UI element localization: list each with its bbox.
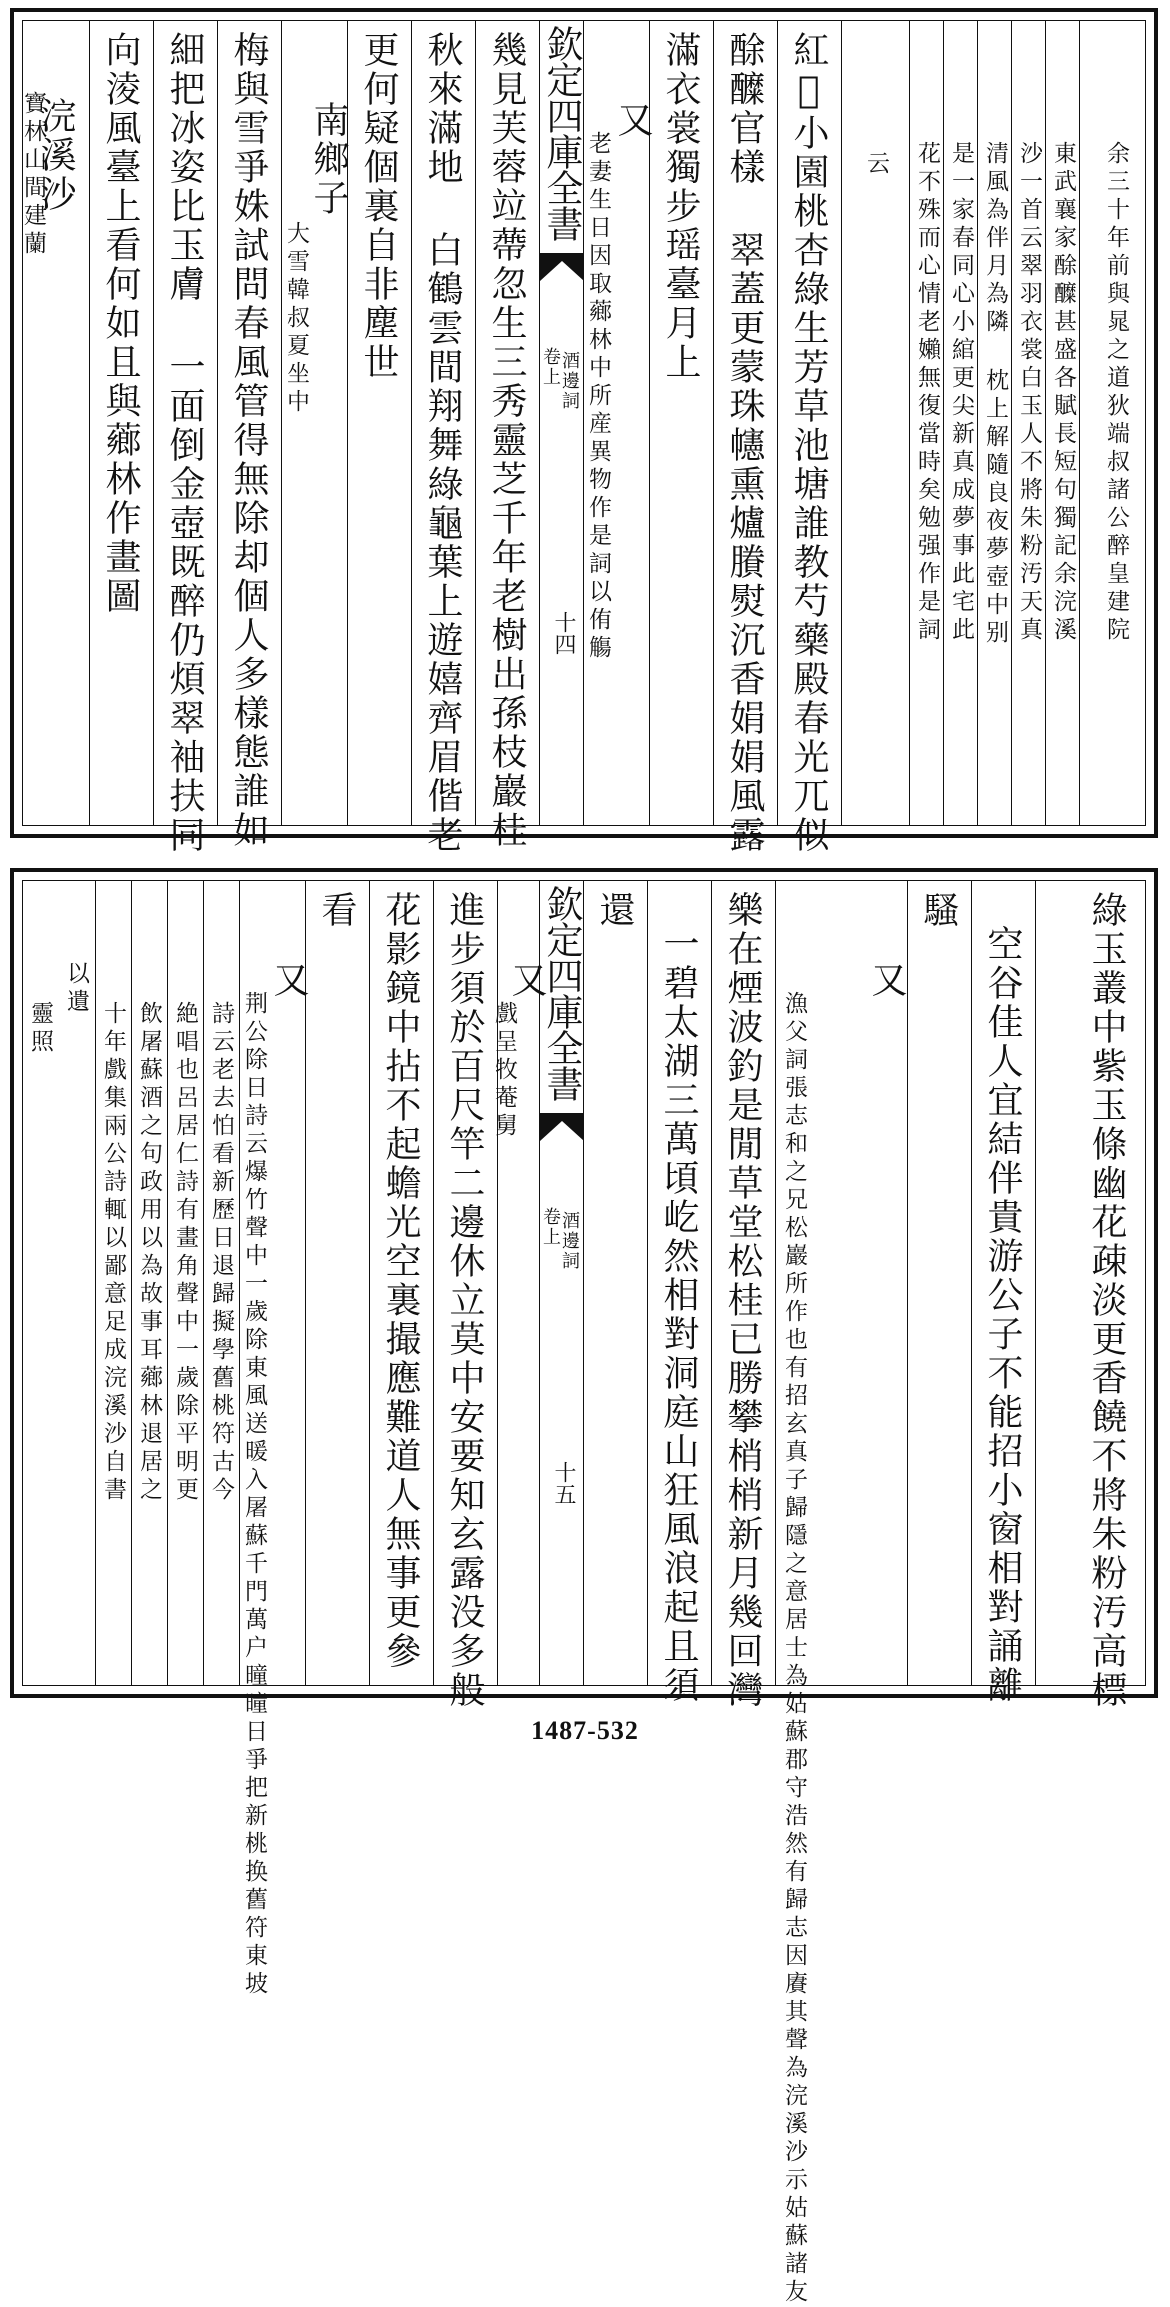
- bot-col-l11: [23, 881, 59, 1685]
- top-col-l2: [411, 21, 475, 855]
- bot-col-l4: [305, 881, 369, 1685]
- bot-col-l3: [369, 881, 433, 1685]
- text-column: 又: [506, 961, 547, 1000]
- column-note: 漁父詞張志和之兄松巖所作也有招玄真子歸隱之意居士為姑蘇郡守浩然有歸志因賡其聲為浣溪沙示姑蘇諸友: [781, 991, 807, 2307]
- text-column: 酴醾官樣 翠蓋更蒙珠幰熏爐賸熨沉香娟娟風露: [724, 31, 765, 855]
- text-column: 看: [316, 891, 357, 930]
- bot-col-r2: [971, 881, 1035, 1705]
- top-col-r8: [777, 21, 841, 855]
- volume-label: 卷上: [540, 1207, 561, 1247]
- running-title: 欽定四庫全書: [540, 885, 583, 1101]
- top-col-l1: [475, 21, 539, 850]
- top-page-frame: [20, 20, 1146, 855]
- top-col-r6: [909, 21, 943, 825]
- text-column: 向淩風臺上看何如且與薌林作畫圖: [100, 31, 141, 616]
- top-center-column: [539, 21, 583, 825]
- top-col-r11: [583, 21, 653, 825]
- top-col-r5: [943, 21, 977, 825]
- text-column: 花不殊而心情老嬾無復當時矣勉强作是詞: [914, 141, 940, 645]
- top-page: [10, 8, 1158, 855]
- top-col-r7: [841, 21, 909, 825]
- text-column: 更何疑個裏自非塵世: [358, 31, 399, 382]
- text-column: 紅𧞤小園桃杏綠生芳草池塘誰教芍藥殿春光兀似: [788, 31, 829, 855]
- text-column: 清風為伴月為隣 枕上解隨良夜夢壺中别: [982, 141, 1008, 648]
- column-note: 寶林山間建蘭: [20, 91, 46, 259]
- text-column: 進步須於百尺竿二邊休立莫中安要知玄露没多般: [444, 891, 485, 1710]
- top-col-l8: [20, 21, 89, 825]
- text-column: 沙一首云翠羽衣裳白玉人不將朱粉汚天真: [1016, 141, 1042, 645]
- top-col-r1: [1079, 21, 1151, 825]
- column-note: 戲呈牧菴舅: [491, 1001, 517, 1141]
- text-column: 以遺: [63, 961, 89, 1017]
- bot-col-r5: [711, 881, 775, 1710]
- bot-col-l9: [95, 881, 131, 1685]
- folio-number: 十四: [551, 611, 576, 655]
- text-column: 空谷佳人宜結伴貴游公子不能招小窗相對誦離: [982, 925, 1023, 1705]
- top-col-l5: [217, 21, 281, 850]
- top-col-l7: [89, 21, 153, 825]
- text-column: 幾見芙蓉竝蔕忽生三秀靈芝千年老樹出孫枝巖桂: [486, 31, 527, 850]
- running-subtitle: 酒邊詞: [559, 351, 580, 411]
- text-column: 又: [612, 101, 653, 140]
- column-note: 大雪韓叔夏坐中: [283, 221, 309, 417]
- text-column: 綠玉叢中紫玉條幽花疎淡更香饒不將朱粉汚高標: [1086, 891, 1127, 1710]
- running-title: 欽定四庫全書: [540, 25, 583, 241]
- bottom-center-column: [539, 881, 583, 1685]
- text-column: 細把冰姿比玉膚 一面倒金壺既醉仍煩翠袖扶同: [164, 31, 205, 855]
- text-column: 十年戲集兩公詩輒以鄙意足成浣溪沙自書: [100, 1001, 126, 1505]
- top-col-r3: [1011, 21, 1045, 825]
- column-note: 荆公除日詩云爆竹聲中一歲除東風送暖入屠蘇千門萬户曈曈日爭把新桃换舊符東坡: [241, 991, 267, 1999]
- bot-col-r6: [647, 881, 711, 1705]
- text-column: 靈照: [27, 1001, 53, 1057]
- top-col-r9: [713, 21, 777, 855]
- bot-col-r4: [775, 881, 907, 2307]
- text-column: 是一家春同心小綰更尖新真成夢事此宅此: [948, 141, 974, 645]
- bot-col-l2: [433, 881, 497, 1710]
- text-column: 詩云老去怕看新歷日退歸擬學舊桃符古今: [208, 1001, 234, 1505]
- text-column: 東武襄家酴醾甚盛各賦長短句獨記余浣溪: [1050, 141, 1076, 645]
- top-col-l3: [347, 21, 411, 825]
- text-column: 秋來滿地 白鶴雲間翔舞綠龜葉上遊嬉齊眉偕老: [422, 31, 463, 855]
- top-col-l6: [153, 21, 217, 855]
- fishtail-mark: [540, 253, 584, 283]
- folio-number: 十五: [551, 1461, 576, 1505]
- top-col-r2: [1045, 21, 1079, 825]
- bot-col-r3: [907, 881, 971, 1685]
- text-column: 梅與雪爭姝試問春風管得無除却個人多樣態誰如: [228, 31, 269, 850]
- text-column: 樂在煙波釣是閒草堂松桂已勝攀梢梢新月幾回灣: [722, 891, 763, 1710]
- bot-col-r7: [583, 881, 647, 1685]
- bot-col-l8: [131, 881, 167, 1685]
- column-note: 老妻生日因取薌林中所産異物作是詞以侑觴: [585, 131, 611, 663]
- bot-col-l1: [491, 881, 547, 1685]
- text-column: 飲屠蘇酒之句政用以為故事耳薌林退居之: [136, 1001, 162, 1505]
- bot-col-l10: [59, 881, 95, 1685]
- bot-col-l5: [239, 881, 309, 1999]
- bot-col-r1: [1035, 881, 1151, 1710]
- text-column: 騷: [918, 891, 959, 930]
- fishtail-mark: [540, 1113, 584, 1143]
- text-column: 滿衣裳獨步瑶臺月上: [660, 31, 701, 382]
- bot-col-l6: [203, 881, 239, 1685]
- text-column: 又: [866, 961, 907, 1000]
- bot-col-l7: [167, 881, 203, 1685]
- running-subtitle: 酒邊詞: [559, 1211, 580, 1271]
- top-col-r10: [649, 21, 713, 825]
- volume-label: 卷上: [540, 347, 561, 387]
- text-column: 云: [863, 151, 889, 179]
- text-column: 還: [594, 891, 635, 930]
- text-column: 一碧太湖三萬頃屹然相對洞庭山狂風浪起且須: [658, 925, 699, 1705]
- text-column: 余三十年前與晁之道狄端叔諸公醉皇建院: [1103, 141, 1129, 645]
- text-column: 南鄉子: [308, 101, 349, 218]
- page-footer-number: 1487-532: [531, 1716, 639, 1745]
- text-column: 絶唱也呂居仁詩有畫角聲中一歲除平明更: [172, 1001, 198, 1505]
- text-column: 又: [268, 961, 309, 1000]
- text-column: 花影鏡中拈不起蟾光空裏撮應難道人無事更參: [380, 891, 421, 1671]
- top-col-l4: [281, 21, 347, 825]
- top-col-r4: [977, 21, 1011, 825]
- text-column: 浣溪沙: [35, 97, 76, 214]
